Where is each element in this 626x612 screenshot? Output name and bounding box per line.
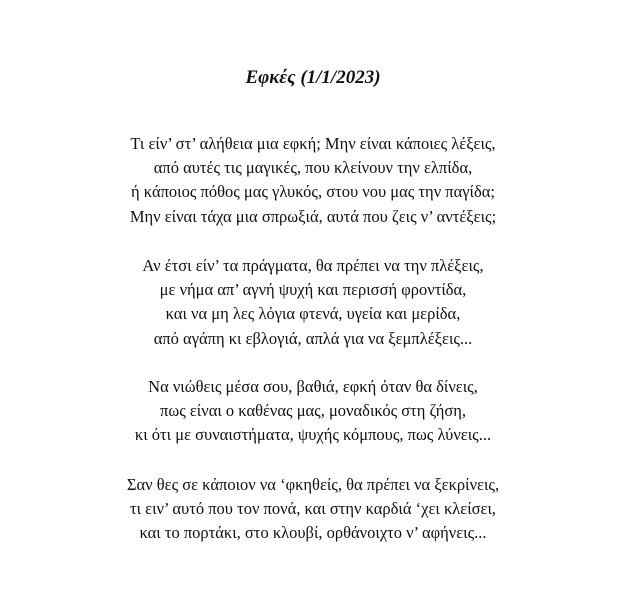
poem-line: πως είναι ο καθένας μας, μοναδικός στη ζήση, <box>160 401 466 421</box>
poem-line: Τι είν’ στ’ αλήθεια μια εφκή; Μην είναι κάποιες λέξεις, <box>130 134 496 153</box>
poem-line: κι ότι με συναιστήματα, ψυχής κόμπους, πως λύνεις... <box>134 425 492 445</box>
poem-line: από αγάπη κι εβλογιά, απλά για να ξεμπλέξεις... <box>153 328 473 348</box>
poem-title: Εφκές (1/1/2023) <box>245 67 381 88</box>
poem-line: και το πορτάκι, στο κλουβί, ορθάνοιχτο ν’ αφήνεις... <box>139 523 487 543</box>
poem-line: Μην είναι τάχα μια σπρωξιά, αυτά που ζεις ν’ αντέξεις; <box>129 206 497 226</box>
poem-line: από αυτές τις μαγικές, που κλείνουν την ελπίδα, <box>153 158 473 178</box>
poem-line: Να νιώθεις μέσα σου, βαθιά, εφκή όταν θα δίνεις, <box>148 377 478 396</box>
poem-line: Σαν θες σε κάποιον να ‘φκηθείς, θα πρέπει να ξεκρίνεις, <box>126 475 500 494</box>
poem-line: και να μη λες λόγια φτενά, υγεία και μερίδα, <box>165 304 461 324</box>
poem-line: Αν έτσι είν’ τα πράγματα, θα πρέπει να την πλέξεις, <box>142 256 484 275</box>
stanza-4 <box>0 473 626 546</box>
poem-line: τι ειν’ αυτό που τον πονά, και στην καρδιά ‘χει κλείσει, <box>129 499 497 519</box>
stanza-3 <box>0 375 626 448</box>
stanza-1 <box>0 132 626 229</box>
stanza-2 <box>0 254 626 351</box>
poem-line: με νήμα απ’ αγνή ψυχή και περισσή φροντίδα, <box>159 280 467 300</box>
poem-line: ή κάποιος πόθος μας γλυκός, στου νου μας την παγίδα; <box>131 182 495 202</box>
